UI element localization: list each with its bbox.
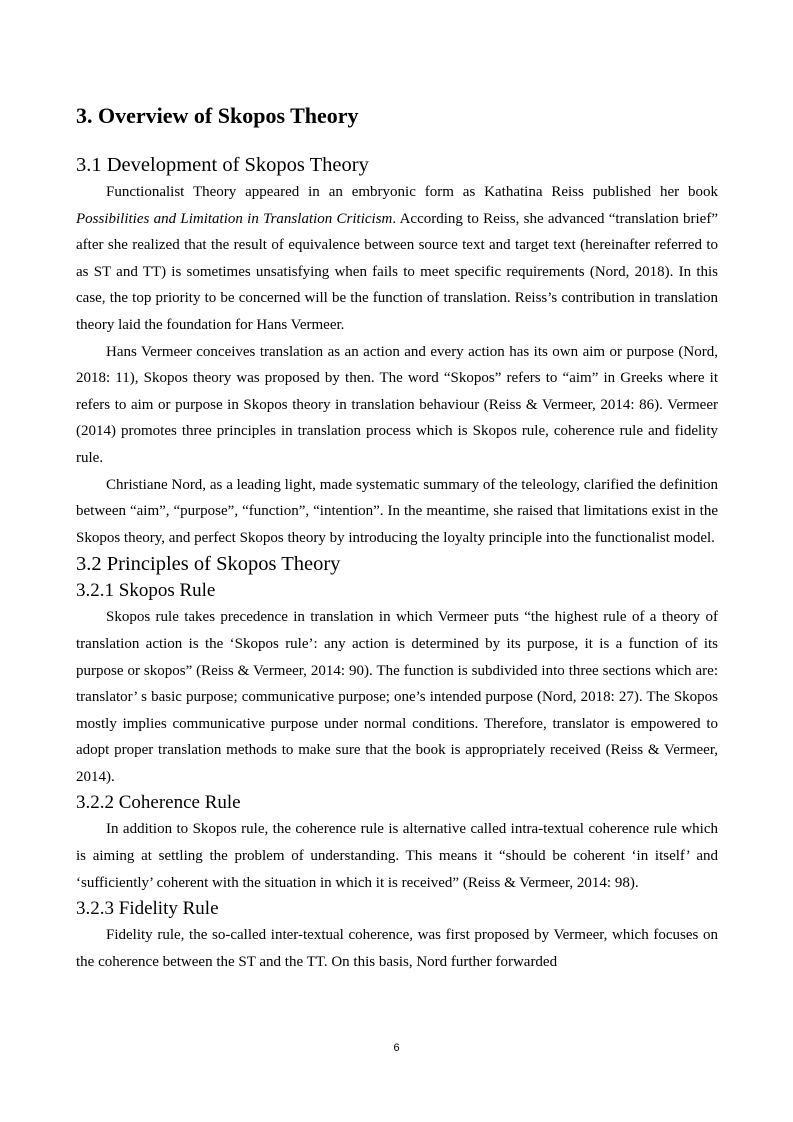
paragraph: Skopos rule takes precedence in translation in which Vermeer puts “the highest rule of a theory of translation action is the ‘Skopos rule’: any action is determined by its purpose, it is a function of its purpose or skopos” (Reiss & Vermeer, 2014: 90). The function is subdivided into three sections which are: translator’ s basic purpose; communicative purpose; one’s intended purpose (Nord, 2018: 27). The Skopos mostly implies communicative purpose under normal conditions. Therefore, translator is empowered to adopt proper translation methods to make sure that the book is appropriately received (Reiss & Vermeer, 2014). [76,609,718,785]
page-content [76,100,718,975]
paragraph-text: . According to Reiss, she advanced “translation brief” after she realized that the result of equivalence between source text and target text (hereinafter referred to as ST and TT) is sometimes unsatisfying when fails to meet specific requirements (Nord, 2018). In this case, the top priority to be concerned will be the function of translation. Reiss’s contribution in translation theory laid the foundation for Hans Vermeer. [76,210,718,333]
subsection-heading-3-2-1: 3.2.1 Skopos Rule [76,580,216,602]
book-title: Possibilities and Limitation in Translation Criticism [76,210,393,227]
subsection-heading-3-2-2: 3.2.2 Coherence Rule [76,792,241,814]
paragraph: Fidelity rule, the so-called inter-textual coherence, was first proposed by Vermeer, which focuses on the coherence between the ST and the TT. On this basis, Nord further forwarded [76,927,718,970]
paragraph [76,179,718,339]
section-title: 3. Overview of Skopos Theory [76,103,359,128]
paragraph: Christiane Nord, as a leading light, made systematic summary of the teleology, clarified the definition between “aim”, “purpose”, “function”, “intention”. In the meantime, she raised that limitations exist in the Skopos theory, and perfect Skopos theory by introducing the loyalty principle into the functionalist model. [76,476,718,546]
page-number: 6 [393,1042,400,1054]
paragraph: Hans Vermeer conceives translation as an action and every action has its own aim or purpose (Nord, 2018: 11), Skopos theory was proposed by then. The word “Skopos” refers to “aim” in Greeks where it refers to aim or purpose in Skopos theory in translation behaviour (Reiss & Vermeer, 2014: 86). Vermeer (2014) promotes three principles in translation process which is Skopos rule, coherence rule and fidelity rule. [76,343,718,466]
subsection-heading-3-2-3: 3.2.3 Fidelity Rule [76,898,219,920]
paragraph-text: Functionalist Theory appeared in an embryonic form as Kathatina Reiss published her book [106,184,718,200]
paragraph: In addition to Skopos rule, the coherence rule is alternative called intra-textual coherence rule which is aiming at settling the problem of understanding. This means it “should be coherent ‘in itself’ and ‘sufficiently’ coherent with the situation in which it is received” (Reiss & Vermeer, 2014: 98). [76,821,718,891]
subsection-heading-3-1: 3.1 Development of Skopos Theory [76,154,369,176]
subsection-heading-3-2: 3.2 Principles of Skopos Theory [76,553,341,576]
